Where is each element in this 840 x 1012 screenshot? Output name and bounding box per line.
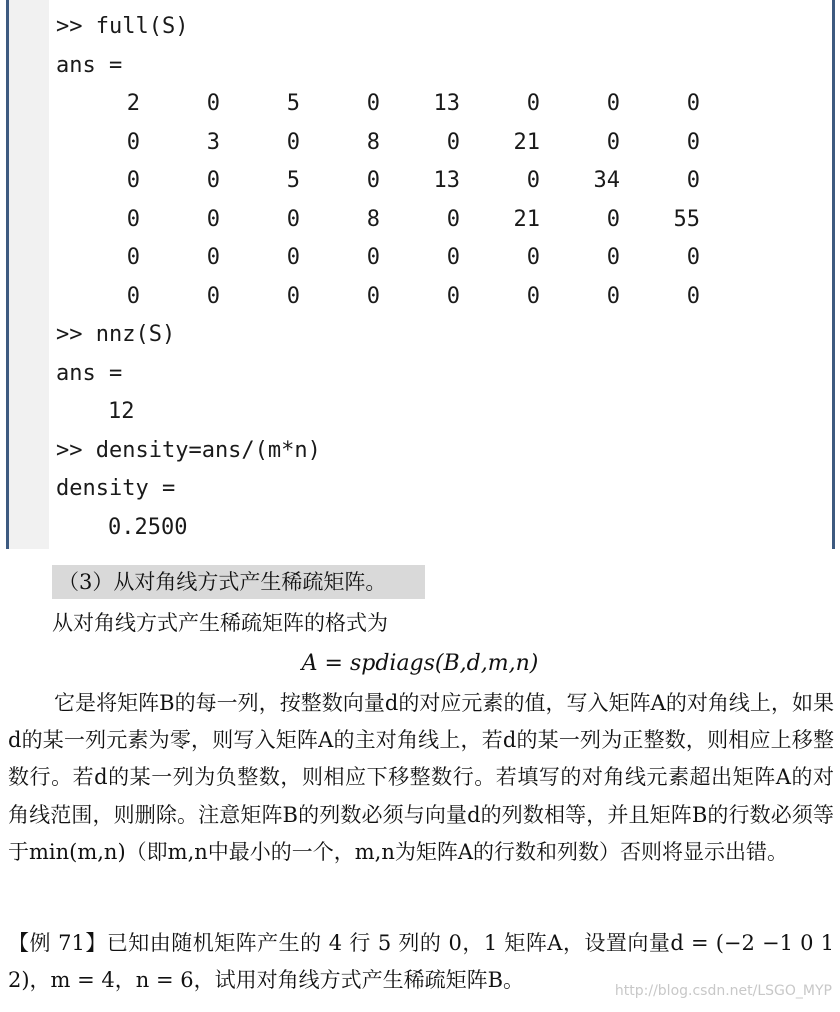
matrix-cell: 0 — [126, 129, 140, 155]
format-intro: 从对角线方式产生稀疏矩阵的格式为 — [52, 611, 388, 635]
body-paragraph — [8, 685, 834, 871]
matrix-cell: 0 — [606, 91, 620, 116]
matrix-cell: 8 — [366, 129, 380, 155]
matrix-cell: 0 — [526, 283, 540, 309]
matrix-cell: 0 — [606, 245, 620, 271]
matrix-cell: 0 — [686, 168, 700, 194]
matrix-cell: 34 — [593, 168, 620, 194]
matrix-cell: 0 — [446, 283, 460, 309]
matrix-cell: 0 — [286, 129, 300, 155]
matrix-cell: 2 — [126, 91, 140, 116]
density-label: density = — [56, 476, 176, 501]
matrix-cell: 0 — [526, 168, 540, 194]
result-matrix — [49, 87, 749, 319]
example-paragraph: 【例 71】已知由随机矩阵产生的 4 行 5 列的 0，1 矩阵A，设置向量d = (−2 −1 0 1 2)，m = 4，n = 6，试用对角线方式产生稀疏矩阵B。 — [8, 931, 834, 993]
matrix-row — [49, 280, 749, 319]
matrix-cell: 0 — [126, 206, 140, 232]
command-full: >> full(S) — [56, 14, 189, 39]
matrix-cell: 0 — [446, 206, 460, 232]
matrix-cell: 0 — [366, 245, 380, 271]
matrix-cell: 0 — [606, 283, 620, 309]
matrix-cell: 5 — [286, 168, 300, 194]
matrix-cell: 0 — [686, 129, 700, 155]
watermark: http://blog.csdn.net/LSGO_MYP — [614, 983, 832, 999]
matrix-cell: 0 — [206, 206, 220, 232]
matrix-cell: 21 — [513, 129, 540, 155]
matrix-cell: 55 — [673, 206, 700, 232]
matrix-cell: 0 — [286, 245, 300, 271]
matrix-cell: 13 — [433, 168, 460, 194]
section-heading: （3）从对角线方式产生稀疏矩阵。 — [52, 565, 425, 599]
matrix-row — [49, 203, 749, 242]
matrix-cell: 0 — [686, 245, 700, 271]
matrix-cell: 0 — [206, 91, 220, 116]
nnz-value: 12 — [108, 399, 135, 424]
command-density: >> density=ans/(m*n) — [56, 438, 321, 463]
matrix-cell: 0 — [206, 283, 220, 309]
matrix-cell: 0 — [686, 91, 700, 116]
matrix-cell: 0 — [606, 129, 620, 155]
matrix-cell: 0 — [366, 91, 380, 116]
matrix-cell: 0 — [686, 283, 700, 309]
matrix-row — [49, 241, 749, 280]
matrix-cell: 0 — [446, 129, 460, 155]
matrix-cell: 21 — [513, 206, 540, 232]
matrix-cell: 8 — [366, 206, 380, 232]
matrix-row — [49, 164, 749, 203]
matrix-cell: 0 — [286, 206, 300, 232]
spdiags-formula: A = spdiags(B,d,m,n) — [301, 651, 539, 676]
body-paragraph-text: 它是将矩阵B的每一列，按整数向量d的对应元素的值，写入矩阵A的对角线上，如果d的某一列元素为零，则写入矩阵A的主对角线上，若d的某一列为正整数，则相应上移整数行。若d的某一列为负整数，则相应下移整数行。若填写的对角线元素超出矩阵A的对角线范围，则删除。注意矩阵B的列数必须与向量d的列数相等，并且矩阵B的行数必须等于min(m,n)（即m,n中最小的一个，m,n为矩阵A的行数和列数）否则将显示出错。 — [8, 691, 834, 864]
matrix-cell: 13 — [433, 91, 460, 116]
matrix-cell: 0 — [126, 283, 140, 309]
matrix-cell: 0 — [126, 168, 140, 194]
command-nnz: >> nnz(S) — [56, 322, 176, 347]
console-gutter — [9, 0, 49, 549]
matrix-row — [49, 87, 749, 126]
matrix-cell: 0 — [526, 245, 540, 271]
matrix-cell: 0 — [446, 245, 460, 271]
matrix-cell: 0 — [526, 91, 540, 116]
ans-label: ans = — [56, 361, 123, 386]
matrix-cell: 0 — [206, 245, 220, 271]
matrix-cell: 0 — [286, 283, 300, 309]
ans-label: ans = — [56, 53, 123, 78]
matrix-cell: 0 — [366, 283, 380, 309]
matrix-row — [49, 126, 749, 165]
matrix-cell: 0 — [206, 168, 220, 194]
matrix-cell: 5 — [286, 91, 300, 116]
matlab-console — [6, 0, 835, 549]
density-value: 0.2500 — [108, 515, 188, 540]
matrix-cell: 0 — [126, 245, 140, 271]
matrix-cell: 0 — [606, 206, 620, 232]
matrix-cell: 0 — [366, 168, 380, 194]
matrix-cell: 3 — [206, 129, 220, 155]
